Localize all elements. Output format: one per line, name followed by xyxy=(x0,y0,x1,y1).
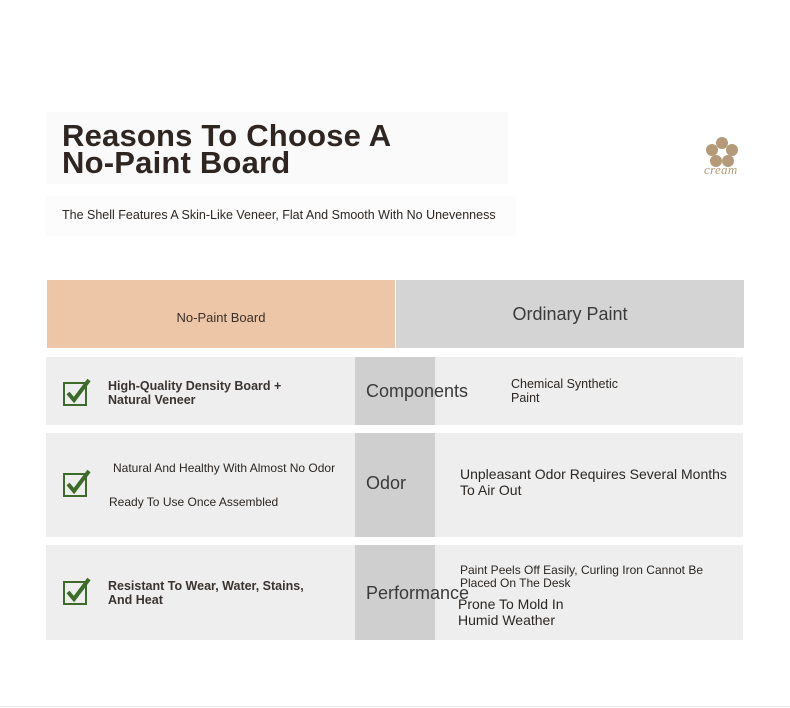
drawback-line: To Air Out xyxy=(460,482,522,498)
drawback-line: Unpleasant Odor Requires Several Months xyxy=(460,466,727,482)
title-line-1: Reasons To Choose A xyxy=(62,118,392,153)
column-header-right-label: Ordinary Paint xyxy=(512,303,628,324)
column-header-left-label: No-Paint Board xyxy=(176,309,266,325)
page-title xyxy=(62,118,392,180)
advantage-text xyxy=(108,579,304,607)
category-label: Components xyxy=(366,381,469,401)
comparison-row-performance xyxy=(46,545,743,640)
drawback-line: Paint Peels Off Easily, Curling Iron Cannot Be xyxy=(460,563,704,577)
advantage-line: Natural Veneer xyxy=(108,393,196,407)
drawback-line: Humid Weather xyxy=(458,612,556,628)
divider xyxy=(0,706,790,707)
page-subtitle: The Shell Features A Skin-Like Veneer, Flat And Smooth With No Unevenness xyxy=(62,208,496,222)
drawback-line: Chemical Synthetic xyxy=(511,377,618,391)
comparison-row-components xyxy=(46,357,743,425)
category-label: Odor xyxy=(366,473,407,493)
category-label: Performance xyxy=(366,583,470,603)
advantage-line: And Heat xyxy=(108,593,163,607)
advantage-line: Resistant To Wear, Water, Stains, xyxy=(108,579,304,593)
drawback-text xyxy=(460,564,703,590)
drawback-line: Placed On The Desk xyxy=(460,576,571,590)
drawback-text-secondary xyxy=(458,596,564,628)
comparison-row-odor xyxy=(46,433,743,537)
checkmark-icon xyxy=(63,469,91,497)
drawback-text xyxy=(460,466,727,498)
drawback-line: Prone To Mold In xyxy=(458,596,564,612)
advantage-line: Natural And Healthy With Almost No Odor xyxy=(113,461,336,475)
column-header-no-paint-board xyxy=(47,280,395,348)
advantage-line: Ready To Use Once Assembled xyxy=(109,495,279,509)
advantage-text xyxy=(108,379,281,407)
advantage-line: High-Quality Density Board + xyxy=(108,379,282,393)
drawback-line: Paint xyxy=(511,391,540,405)
checkmark-icon xyxy=(63,577,91,605)
checkmark-icon xyxy=(63,378,91,406)
logo-text: cream xyxy=(704,162,738,177)
drawback-text xyxy=(511,377,618,405)
column-header-ordinary-paint xyxy=(396,280,744,348)
title-line-2: No-Paint Board xyxy=(62,145,291,180)
